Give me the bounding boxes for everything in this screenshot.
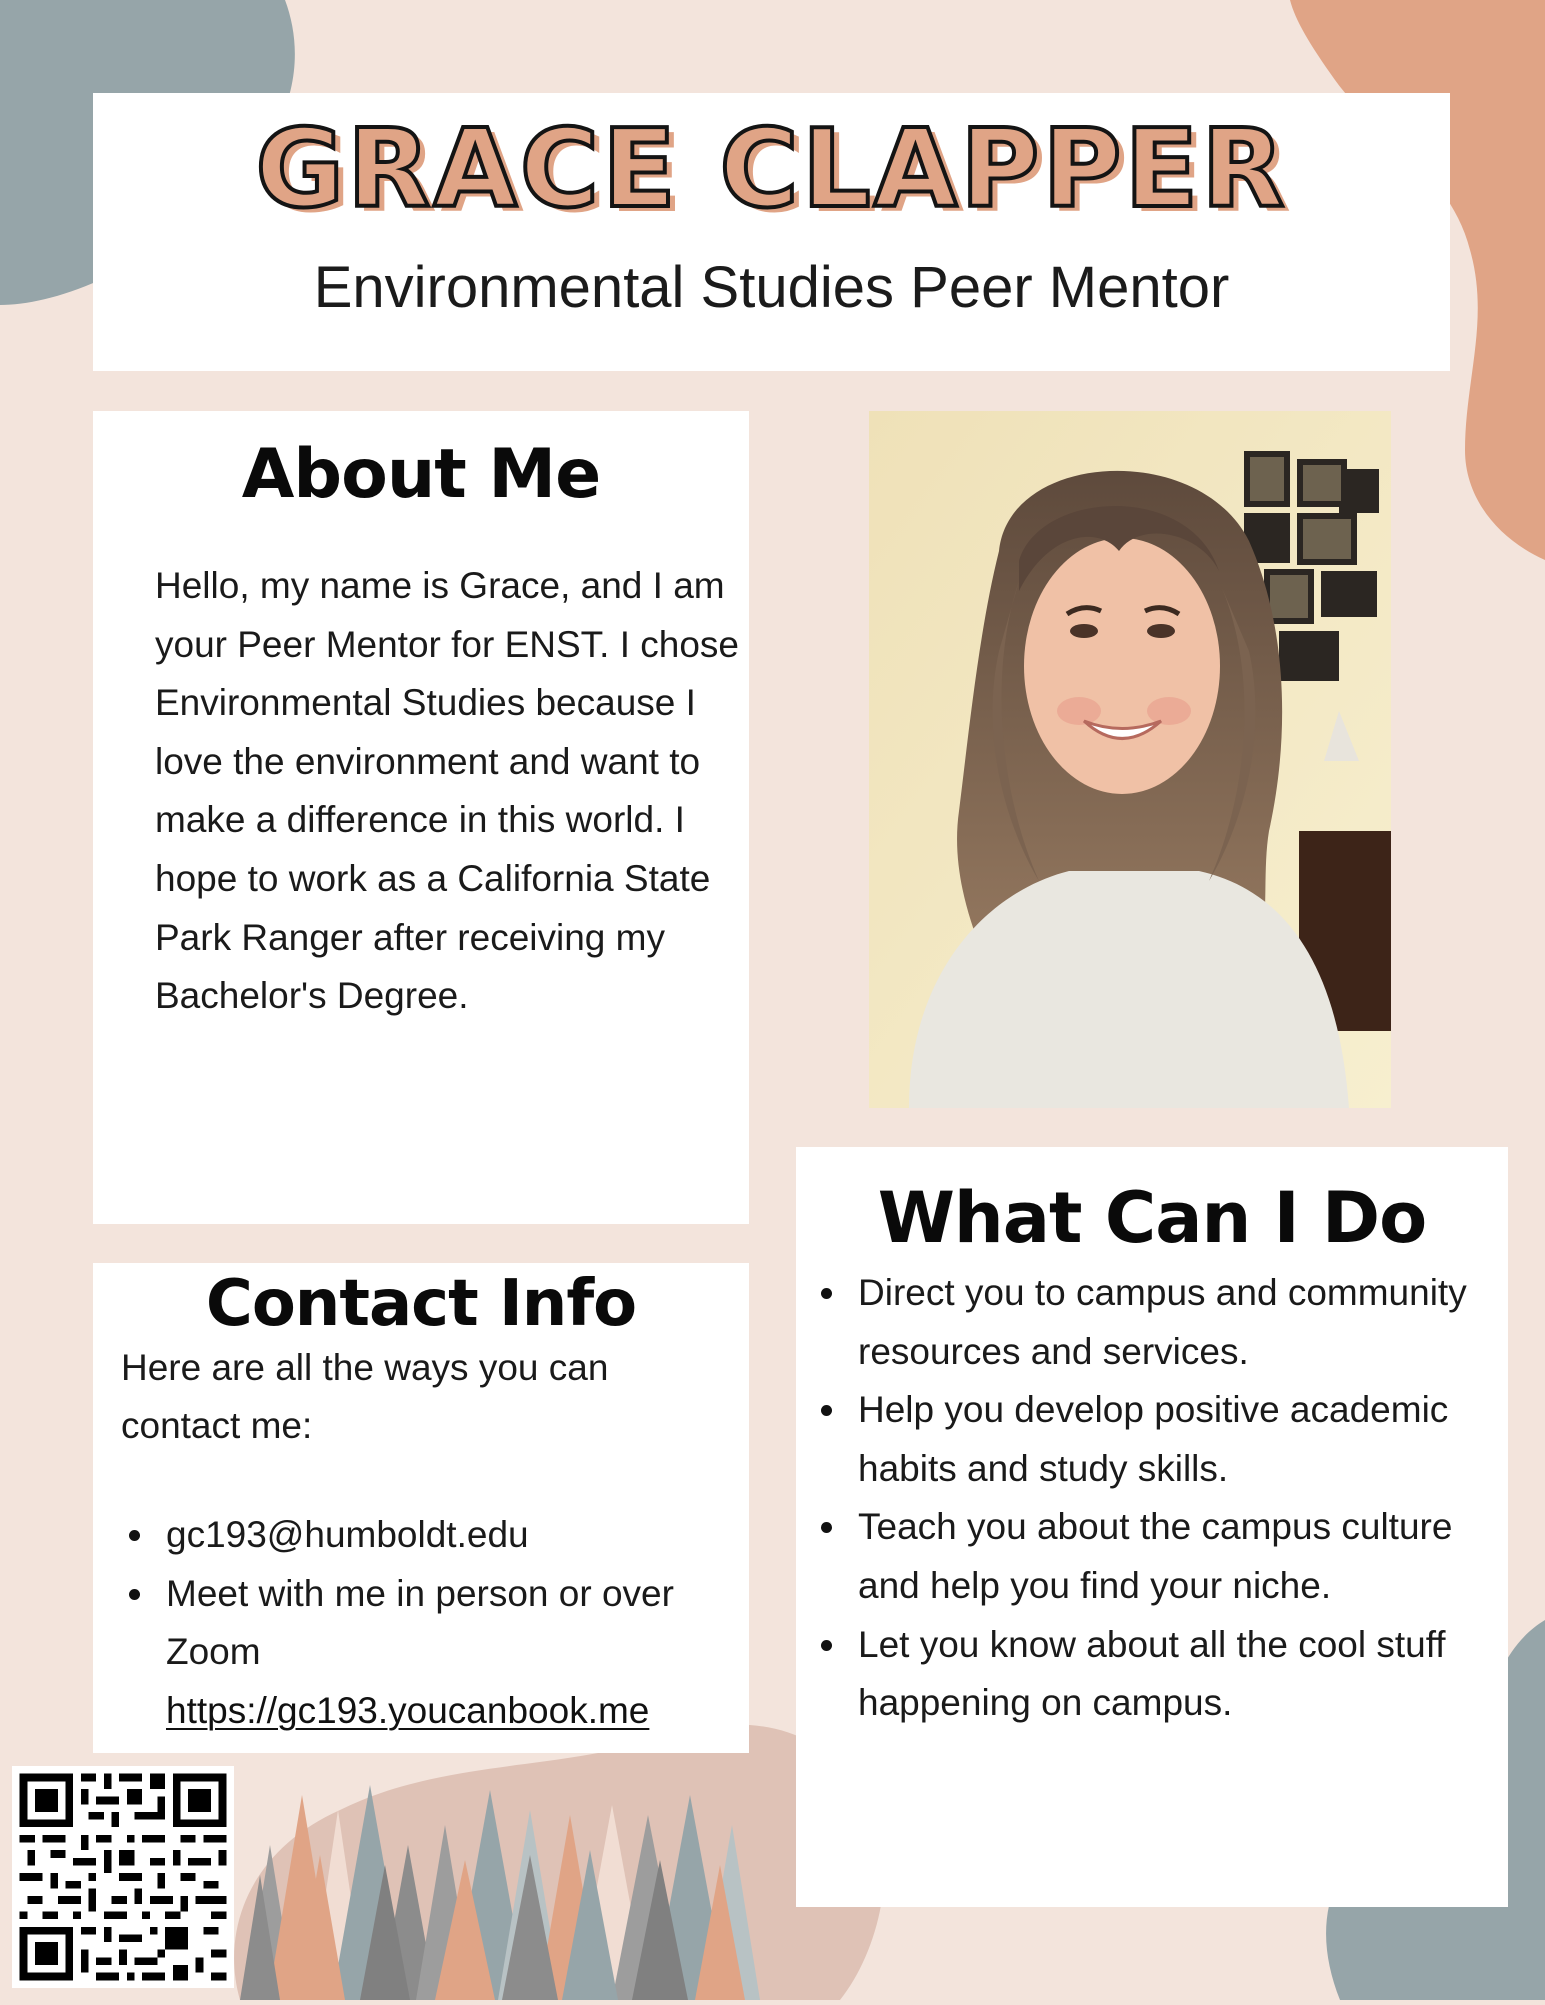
header-card	[93, 93, 1450, 371]
what-can-i-do-heading: What Can I Do	[877, 1177, 1427, 1259]
what-can-i-do-card	[796, 1147, 1508, 1907]
email-address[interactable]: gc193@humboldt.edu	[166, 1514, 529, 1555]
list-item: Help you develop positive academic habits and study skills.	[813, 1381, 1503, 1498]
page-title: GRACE CLAPPER	[255, 107, 1288, 232]
contact-info-card	[93, 1263, 749, 1753]
list-item: Direct you to campus and community resources and services.	[813, 1264, 1503, 1381]
pine-trees-illustration	[240, 1755, 760, 2000]
profile-photo	[869, 411, 1391, 1108]
page-subtitle: Environmental Studies Peer Mentor	[313, 255, 1230, 320]
booking-link[interactable]: https://gc193.youcanbook.me	[166, 1689, 650, 1731]
about-me-text: Hello, my name is Grace, and I am your Peer Mentor for ENST. I chose Environmental Studies because I love the environment and want to make a difference in this world. I hope to work as a California State Park Ranger after receiving my Bachelor's Degree.	[155, 565, 740, 1017]
services-list	[813, 1264, 1503, 1733]
about-me-heading: About Me	[241, 435, 601, 514]
about-me-card	[93, 411, 749, 1224]
contact-meeting	[121, 1565, 741, 1741]
contact-intro-text: Here are all the ways you can contact me:	[121, 1347, 609, 1446]
list-item: Teach you about the campus culture and help you find your niche.	[813, 1498, 1503, 1615]
list-item: Let you know about all the cool stuff happening on campus.	[813, 1616, 1503, 1733]
qr-code-icon[interactable]	[12, 1766, 234, 1988]
contact-email[interactable]	[121, 1506, 741, 1565]
meeting-text: Meet with me in person or over Zoom	[166, 1572, 674, 1672]
contact-list	[121, 1506, 741, 1740]
contact-info-heading: Contact Info	[205, 1267, 637, 1341]
